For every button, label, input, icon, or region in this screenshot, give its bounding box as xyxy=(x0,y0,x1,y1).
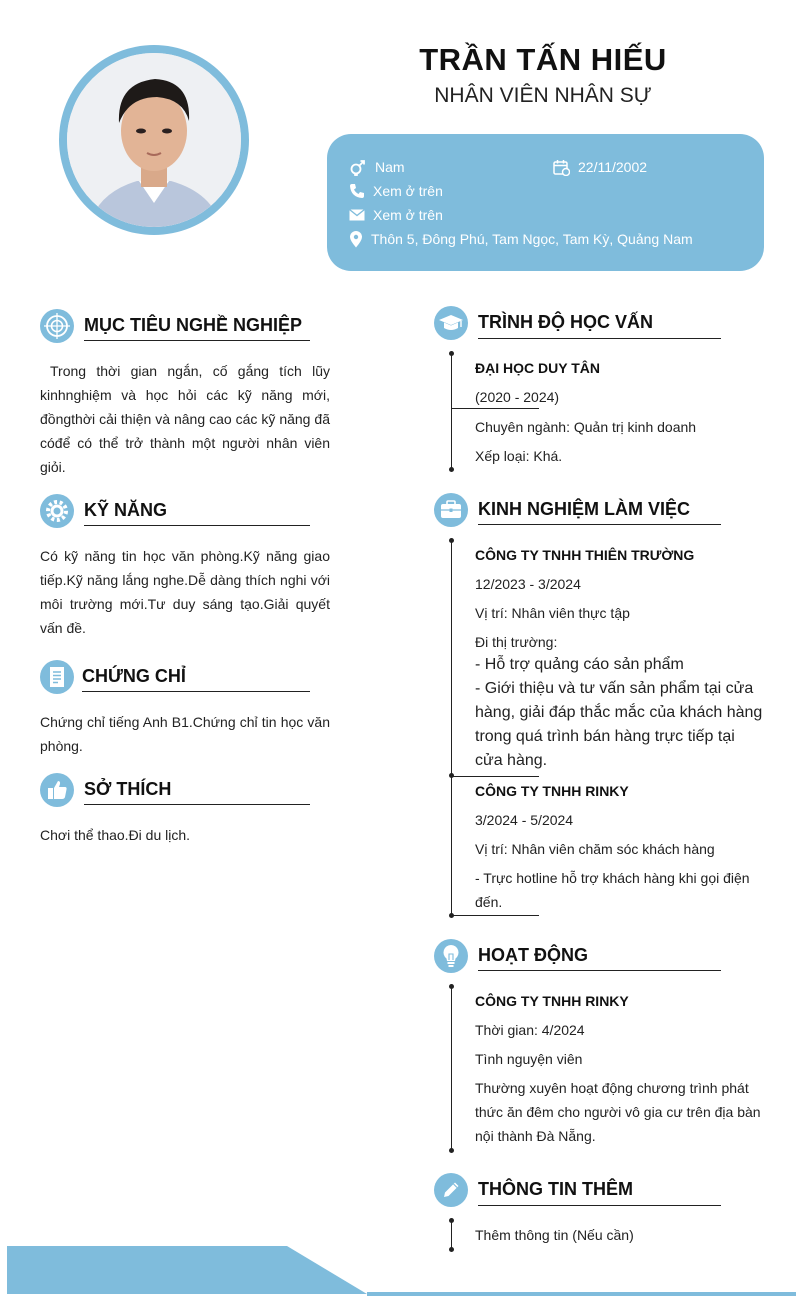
activities-underline xyxy=(478,970,721,971)
email-value: Xem ở trên xyxy=(373,207,443,223)
extra-title: THÔNG TIN THÊM xyxy=(478,1179,633,1199)
objective-underline xyxy=(84,340,310,341)
experience-timeline xyxy=(451,540,452,916)
activities-title: HOẠT ĐỘNG xyxy=(478,945,588,965)
timeline-dot xyxy=(449,538,454,543)
activity-detail: thức ăn đêm cho người vô gia cư trên địa bàn xyxy=(475,1104,761,1120)
activity-time: Thời gian: 4/2024 xyxy=(475,1022,585,1038)
experience-underline xyxy=(478,524,721,525)
education-rank: Xếp loại: Khá. xyxy=(475,448,563,464)
activities-timeline xyxy=(451,986,452,1150)
job-detail: - Hỗ trợ quảng cáo sản phẩm xyxy=(475,656,684,673)
timeline-dot xyxy=(449,467,454,472)
contact-address xyxy=(349,229,693,249)
target-icon xyxy=(40,309,74,343)
certificates-title: CHỨNG CHỈ xyxy=(82,666,186,686)
mail-icon xyxy=(349,209,365,221)
activity-detail: nội thành Đà Nẵng. xyxy=(475,1128,596,1144)
timeline-dot xyxy=(449,1148,454,1153)
education-underline xyxy=(478,338,721,339)
certificate-icon xyxy=(40,660,74,694)
skills-title: KỸ NĂNG xyxy=(84,500,168,520)
job-period: 12/2023 - 3/2024 xyxy=(475,576,581,592)
gear-icon xyxy=(40,494,74,528)
skills-underline xyxy=(84,525,310,526)
pencil-icon xyxy=(434,1173,468,1207)
hobbies-line: Chơi thể thao.Đi du lịch. xyxy=(40,827,191,843)
contact-email xyxy=(349,205,443,225)
education-title: TRÌNH ĐỘ HỌC VẤN xyxy=(478,312,653,332)
avatar xyxy=(59,45,249,235)
objective-line: Trong thời gian ngắn, cố gắng tích lũy xyxy=(50,363,330,379)
hobbies-title: SỞ THÍCH xyxy=(84,779,172,799)
gender-value: Nam xyxy=(375,159,405,175)
skills-line: tiếp.Kỹ năng lắng nghe.Dễ dàng thích nghi với xyxy=(40,572,330,588)
gender-icon xyxy=(349,158,367,176)
hobbies-underline xyxy=(84,804,310,805)
job-position: Vị trí: Nhân viên chăm sóc khách hàng xyxy=(475,841,715,857)
job-company: CÔNG TY TNHH THIÊN TRƯỜNG xyxy=(475,547,695,563)
job-detail: Đi thị trường: xyxy=(475,634,558,650)
birthday-value: 22/11/2002 xyxy=(578,159,648,175)
certificates-line: phòng. xyxy=(40,738,83,754)
candidate-job-title: NHÂN VIÊN NHÂN SỰ xyxy=(434,84,652,107)
footer-decoration xyxy=(0,1240,800,1296)
certificates-underline xyxy=(82,691,310,692)
education-school: ĐẠI HỌC DUY TÂN xyxy=(475,360,600,376)
skills-line: môi trường mới.Tư duy sáng tạo.Giải quyết xyxy=(40,596,330,612)
education-timeline xyxy=(451,353,452,470)
contact-info-box xyxy=(327,134,764,271)
timeline-dot xyxy=(449,984,454,989)
address-value: Thôn 5, Đông Phú, Tam Ngọc, Tam Kỳ, Quảng Nam xyxy=(371,231,693,247)
hobbies-text xyxy=(40,823,330,847)
job-detail: trong quá trình bán hàng trực tiếp tại xyxy=(475,728,735,745)
phone-icon xyxy=(349,183,365,199)
objective-line: cóđể có thể trở thành một người nhân viên xyxy=(40,435,330,451)
objective-line: đồngthời cải thiện và nâng cao các kỹ năng đã xyxy=(40,411,330,427)
education-major: Chuyên ngành: Quản trị kinh doanh xyxy=(475,419,697,435)
skills-text xyxy=(40,544,330,640)
job-detail: - Trực hotline hỗ trợ khách hàng khi gọi điện xyxy=(475,870,750,886)
activity-detail: Thường xuyên hoạt động chương trình phát xyxy=(475,1080,749,1096)
timeline-separator xyxy=(451,915,539,916)
timeline-separator xyxy=(451,776,539,777)
job-detail: hàng, giải đáp thắc mắc của khách hàng xyxy=(475,704,763,721)
profile-photo xyxy=(67,53,241,227)
job-detail: - Giới thiệu và tư vấn sản phẩm tại cửa xyxy=(475,680,754,697)
lightbulb-icon xyxy=(434,939,468,973)
job-period: 3/2024 - 5/2024 xyxy=(475,812,574,828)
contact-gender xyxy=(349,157,405,177)
education-period: (2020 - 2024) xyxy=(475,389,560,405)
briefcase-icon xyxy=(434,493,468,527)
certificates-line: Chứng chỉ tiếng Anh B1.Chứng chỉ tin học văn xyxy=(40,714,330,730)
calendar-icon xyxy=(553,159,570,176)
activity-org: CÔNG TY TNHH RINKY xyxy=(475,993,629,1009)
candidate-name: TRẦN TẤN HIẾU xyxy=(419,42,667,77)
objective-text xyxy=(40,359,330,479)
job-detail: đến. xyxy=(475,894,503,910)
job-position: Vị trí: Nhân viên thực tập xyxy=(475,605,630,621)
timeline-dot xyxy=(449,351,454,356)
job-detail: cửa hàng. xyxy=(475,752,548,769)
extra-underline xyxy=(478,1205,721,1206)
objective-line: giỏi. xyxy=(40,459,66,475)
objective-line: kinhnghiệm và học hỏi các kỹ năng mới, xyxy=(40,387,330,403)
skills-line: vấn đề. xyxy=(40,620,86,636)
experience-title: KINH NGHIỆM LÀM VIỆC xyxy=(478,499,691,519)
contact-birthday xyxy=(553,157,647,177)
timeline-dot xyxy=(449,1218,454,1223)
activity-role: Tình nguyện viên xyxy=(475,1051,583,1067)
graduation-cap-icon xyxy=(434,306,468,340)
job-company: CÔNG TY TNHH RINKY xyxy=(475,783,629,799)
phone-value: Xem ở trên xyxy=(373,183,443,199)
extra-text: Thêm thông tin (Nếu cần) xyxy=(475,1227,634,1243)
skills-line: Có kỹ năng tin học văn phòng.Kỹ năng giao xyxy=(40,548,330,564)
objective-title: MỤC TIÊU NGHỀ NGHIỆP xyxy=(84,315,303,335)
thumbs-up-icon xyxy=(40,773,74,807)
location-pin-icon xyxy=(349,231,363,248)
certificates-text xyxy=(40,710,330,758)
contact-phone xyxy=(349,181,443,201)
